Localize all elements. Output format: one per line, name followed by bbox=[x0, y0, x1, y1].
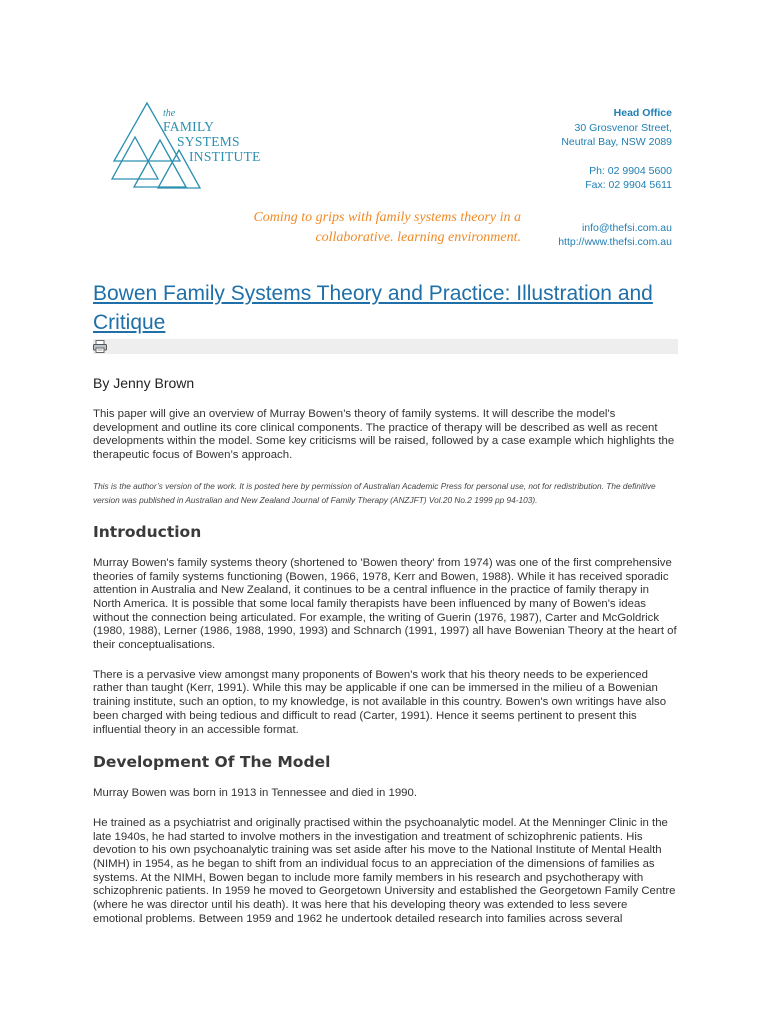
printer-icon[interactable] bbox=[93, 340, 107, 353]
article-title-link[interactable]: Bowen Family Systems Theory and Practice: Illustration and Critique bbox=[93, 282, 653, 334]
section-heading-development: Development Of The Model bbox=[93, 753, 331, 772]
office-phone: Ph: 02 9904 5600 bbox=[589, 164, 672, 177]
office-address-line1: 30 Grosvenor Street, bbox=[574, 121, 672, 134]
logo-wordmark bbox=[161, 108, 261, 164]
office-address-line2: Neutral Bay, NSW 2089 bbox=[561, 136, 672, 148]
logo-word-family: FAMILY bbox=[163, 119, 215, 134]
letterhead bbox=[93, 0, 678, 262]
tagline-line1: Coming to grips with family systems theory in a bbox=[253, 210, 521, 225]
permission-note: This is the author’s version of the work. It is posted here by permission of Australian Academic Press for personal use, not for redistribution. The definitive version was published in Australian and New Zealand Journal of Family Therapy (ANZJFT) Vol.20 No.2 1999 pp 94-103). bbox=[93, 480, 656, 505]
article-abstract: This paper will give an overview of Murray Bowen’s theory of family systems. It will describe the model's development and outline its core clinical components. The practice of therapy will be described as well as recent developments within the model. Some key criticisms will be raised, followed by a case example which highlights the therapeutic focus of Bowen’s approach. bbox=[93, 408, 675, 462]
article-byline: By Jenny Brown bbox=[93, 375, 195, 391]
logo-the: the bbox=[163, 108, 176, 119]
tagline bbox=[211, 208, 521, 248]
office-contact-block bbox=[558, 106, 672, 250]
document-page bbox=[93, 0, 678, 1024]
intro-paragraph-2: There is a pervasive view amongst many proponents of Bowen's work that his theory needs to be experienced rather than taught (Kerr, 1991). While this may be applicable if one can be immersed in the milieu of a Bowenian training institute, such an option, to my knowledge, is not available in this country. Bowen's own writings have also been charged with being tedious and difficult to read (Carter, 1991). Hence it seems pertinent to present this influential theory in an accessible format. bbox=[93, 668, 667, 736]
logo-word-institute: INSTITUTE bbox=[189, 149, 261, 164]
intro-paragraph-1: Murray Bowen's family systems theory (shortened to 'Bowen theory' from 1974) was one of the first comprehensive theories of family systems functioning (Bowen, 1966, 1978, Kerr and Bowen, 1988). While it has received sporadic attention in Australia and New Zealand, it continues to be a central influence in the practice of family therapy in North America. It is possible that some local family therapists have been influenced by many of Bowen's ideas without the connection being articulated. For example, the writing of Guerin (1976, 1987), Carter and McGoldrick (1980, 1988), Lerner (1986, 1988, 1990, 1993) and Schnarch (1991, 1997) all have Bowenian Theory at the heart of their conceptualisations. bbox=[93, 556, 677, 652]
logo-word-systems: SYSTEMS bbox=[177, 134, 240, 149]
development-paragraph-1: Murray Bowen was born in 1913 in Tennessee and died in 1990. bbox=[93, 787, 418, 800]
development-paragraph-2: He trained as a psychiatrist and originally practised within the psychoanalytic model. At the Menninger Clinic in the late 1940s, he had started to involve mothers in the investigation and treatment of schizophrenic patients. His devotion to his own psychoanalytic training was set aside after his move to the National Institute of Mental Health (NIMH) in 1954, as he began to shift from an individual focus to an appreciation of the dimensions of families as systems. At the NIMH, Bowen began to include more family members in his research and psychotherapy with schizophrenic patients. In 1959 he moved to Georgetown University and established the Georgetown Family Centre (where he was director until his death). It was here that his developing theory was extended to less severe emotional problems. Between 1959 and 1962 he undertook detailed research into families across several bbox=[93, 816, 676, 925]
section-heading-introduction: Introduction bbox=[93, 522, 202, 541]
office-website-link[interactable]: http://www.thefsi.com.au bbox=[558, 236, 672, 248]
article-toolbar bbox=[93, 339, 678, 354]
office-heading: Head Office bbox=[613, 107, 672, 119]
office-email-link[interactable]: info@thefsi.com.au bbox=[581, 221, 672, 234]
office-fax: Fax: 02 9904 5611 bbox=[585, 179, 672, 191]
tagline-line2: collaborative. learning environment. bbox=[315, 230, 521, 245]
fsi-logo bbox=[109, 100, 309, 196]
